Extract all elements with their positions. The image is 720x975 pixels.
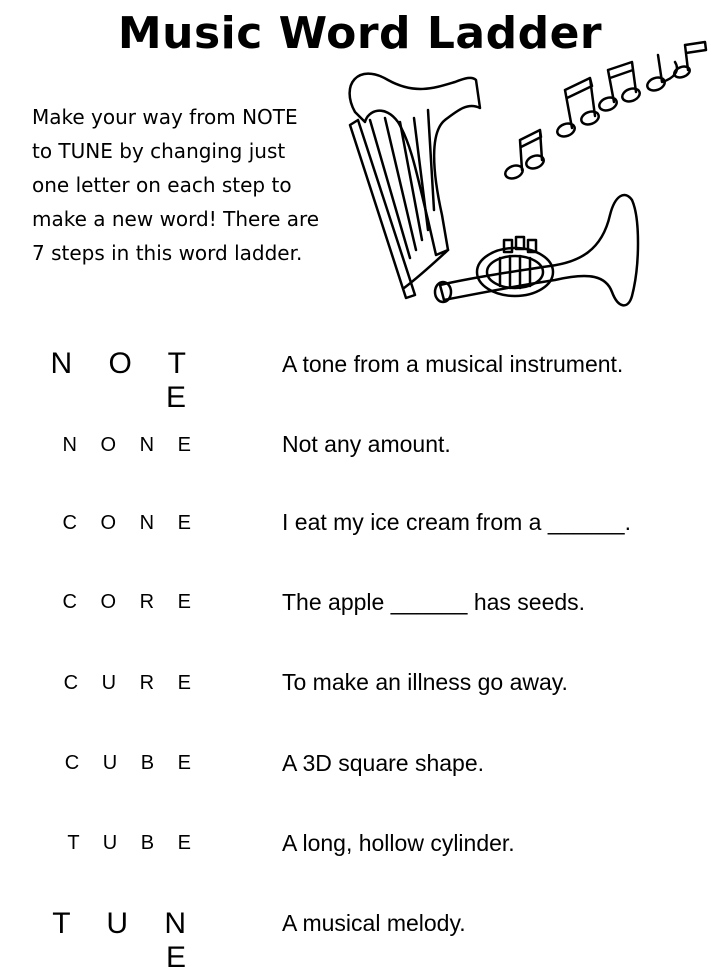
trumpet-icon xyxy=(435,195,638,305)
ladder-word: N O N E xyxy=(62,434,200,456)
ladder-clue: The apple ______ has seeds. xyxy=(282,589,586,615)
harp-icon xyxy=(350,74,480,298)
music-note-icon xyxy=(597,62,641,113)
ladder-clue: Not any amount. xyxy=(282,431,451,457)
instructions xyxy=(32,100,352,270)
instruction-line: Make your way from NOTE xyxy=(32,105,298,129)
music-instruments-illustration xyxy=(340,40,710,310)
ladder-word: T U B E xyxy=(67,832,200,854)
music-note-icon xyxy=(673,42,706,79)
instruction-line: make a new word! There are xyxy=(32,207,320,231)
ladder-start-word: N O T E xyxy=(50,347,200,414)
ladder-end-word: T U N E xyxy=(52,907,200,974)
page-title: Music Word Ladder xyxy=(117,8,603,59)
ladder-word: C U B E xyxy=(64,752,200,774)
music-note-icon xyxy=(555,78,600,139)
instruction-line: to TUNE by changing just xyxy=(32,139,286,163)
ladder-clue: A 3D square shape. xyxy=(282,750,485,776)
ladder-clue: I eat my ice cream from a ______. xyxy=(282,509,631,535)
ladder-clue: A tone from a musical instrument. xyxy=(282,351,624,377)
ladder-clue: A musical melody. xyxy=(282,910,466,936)
ladder-clue: A long, hollow cylinder. xyxy=(282,830,515,856)
music-note-icon xyxy=(503,130,545,181)
instruction-line: 7 steps in this word ladder. xyxy=(32,241,303,265)
ladder-word: C U R E xyxy=(63,672,200,694)
music-note-icon xyxy=(645,55,676,93)
ladder-clue: To make an illness go away. xyxy=(282,669,568,695)
ladder-word: C O R E xyxy=(62,591,200,613)
instruction-line: one letter on each step to xyxy=(32,173,292,197)
ladder-word: C O N E xyxy=(62,512,200,534)
